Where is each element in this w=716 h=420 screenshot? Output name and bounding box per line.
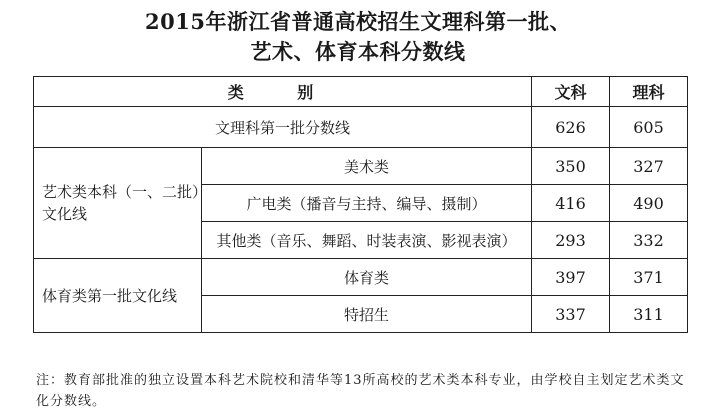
- cell-like: 332: [610, 222, 688, 259]
- table-header-row: [34, 77, 688, 107]
- cell-like: 605: [610, 107, 688, 148]
- group-label-sport: 体育类第一批文化线: [34, 259, 202, 333]
- table-row: [34, 259, 688, 296]
- row-label: 美术类: [202, 148, 532, 185]
- cell-wenke: 350: [532, 148, 610, 185]
- row-label-wenli: 文理科第一批分数线: [34, 107, 532, 148]
- cell-like: 371: [610, 259, 688, 296]
- row-label: 广电类（播音与主持、编导、摄制）: [202, 185, 532, 222]
- row-label: 其他类（音乐、舞蹈、时装表演、影视表演）: [202, 222, 532, 259]
- header-wenke: 文科: [532, 77, 610, 107]
- score-table: [33, 76, 688, 333]
- page-title-line2: 艺术、体育本科分数线: [250, 39, 466, 64]
- header-like: 理科: [610, 77, 688, 107]
- cell-like: 490: [610, 185, 688, 222]
- cell-like: 327: [610, 148, 688, 185]
- group-label-art: 艺术类本科（一、二批）文化线: [34, 148, 202, 259]
- page-title-line1: 2015年浙江省普通高校招生文理科第一批、: [145, 9, 571, 34]
- cell-wenke: 293: [532, 222, 610, 259]
- footnote: 注：教育部批准的独立设置本科艺术院校和清华等13所高校的艺术类本科专业，由学校自主划定艺术类文化分数线。: [36, 373, 685, 409]
- row-label: 特招生: [202, 296, 532, 333]
- cell-like: 311: [610, 296, 688, 333]
- cell-wenke: 416: [532, 185, 610, 222]
- row-label: 体育类: [202, 259, 532, 296]
- cell-wenke: 397: [532, 259, 610, 296]
- cell-wenke: 626: [532, 107, 610, 148]
- header-category: 类 别: [34, 77, 532, 107]
- table-row: [34, 148, 688, 185]
- cell-wenke: 337: [532, 296, 610, 333]
- table-row: [34, 107, 688, 148]
